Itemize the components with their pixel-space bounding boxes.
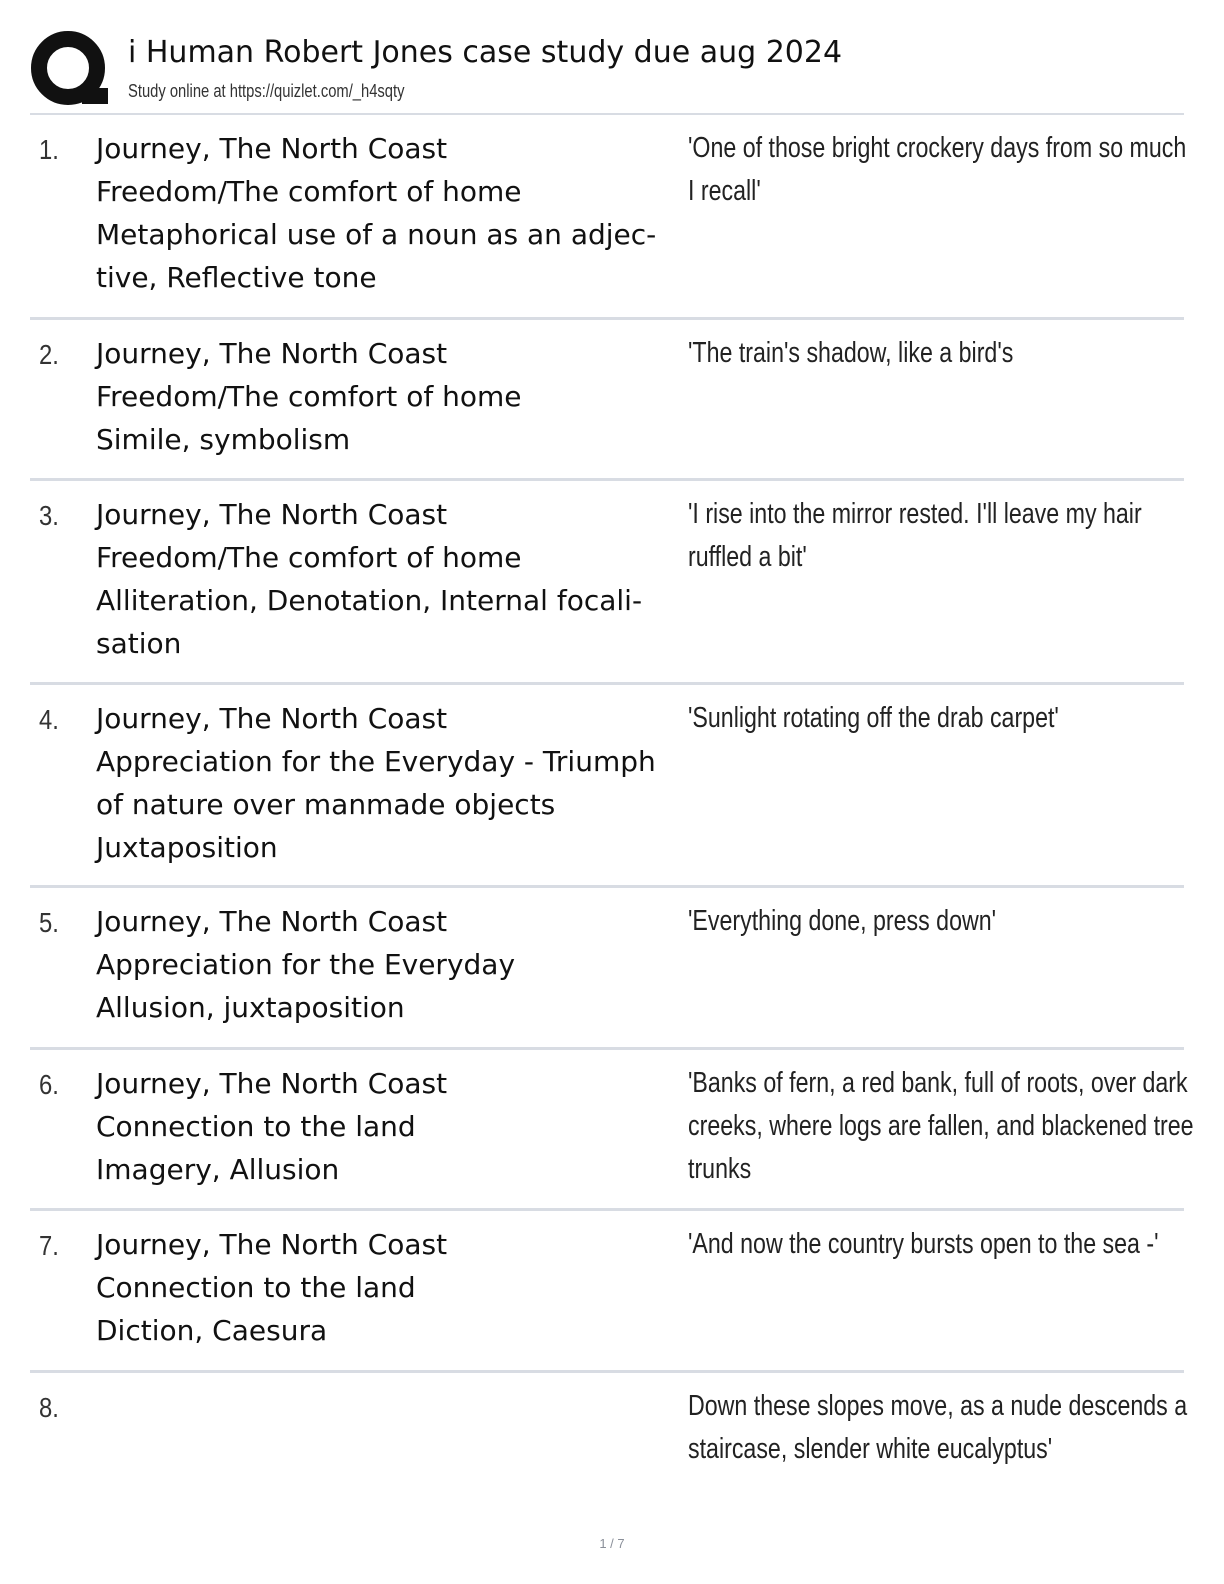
page-indicator: 1 / 7 xyxy=(599,1536,625,1551)
term-line: Alliteration, Denotation, Internal focali- xyxy=(96,584,643,617)
page-header xyxy=(30,30,1184,114)
flashcard xyxy=(30,888,1184,1050)
card-number: 7. xyxy=(39,1230,59,1261)
term-line: Appreciation for the Everyday xyxy=(96,948,516,981)
flashcard xyxy=(30,685,1184,888)
flashcard xyxy=(30,1211,1184,1373)
card-definition xyxy=(688,1385,1188,1471)
term-line: Journey, The North Coast xyxy=(96,905,448,938)
definition-line: Down these slopes move, as a nude descends a xyxy=(688,1390,1188,1422)
term-line: Diction, Caesura xyxy=(96,1314,328,1347)
card-term xyxy=(96,1062,686,1191)
card-term xyxy=(96,127,686,299)
card-number: 5. xyxy=(39,907,59,938)
card-number: 4. xyxy=(39,704,59,735)
definition-line: 'Everything done, press down' xyxy=(688,905,997,937)
term-line: Connection to the land xyxy=(96,1110,416,1143)
definition-line: 'Banks of fern, a red bank, full of roots, over dark xyxy=(688,1067,1188,1099)
card-definition xyxy=(688,1062,1194,1191)
card-definition xyxy=(688,900,1168,943)
term-line: Juxtaposition xyxy=(96,831,278,864)
card-term xyxy=(96,900,686,1029)
definition-line: 'I rise into the mirror rested. I'll leave my hair xyxy=(688,498,1142,530)
flashcard xyxy=(30,1373,1188,1503)
term-line: Journey, The North Coast xyxy=(96,1228,448,1261)
card-definition xyxy=(688,697,1168,740)
term-line: Journey, The North Coast xyxy=(96,337,448,370)
definition-line: creeks, where logs are fallen, and blackened tree xyxy=(688,1110,1194,1142)
card-definition xyxy=(688,493,1168,579)
definition-line: 'One of those bright crockery days from so much xyxy=(688,132,1187,164)
definition-line: 'And now the country bursts open to the sea -' xyxy=(688,1228,1159,1260)
card-number: 6. xyxy=(39,1069,59,1100)
term-line: Metaphorical use of a noun as an adjec- xyxy=(96,218,657,251)
card-definition xyxy=(688,127,1187,213)
card-number: 2. xyxy=(39,339,59,370)
flashcard xyxy=(30,320,1184,481)
term-line: Appreciation for the Everyday - Triumph xyxy=(96,745,656,778)
card-number: 8. xyxy=(39,1392,59,1423)
card-definition xyxy=(688,332,1168,375)
term-line: Journey, The North Coast xyxy=(96,1067,448,1100)
definition-line: trunks xyxy=(688,1153,752,1185)
definition-line: staircase, slender white eucalyptus' xyxy=(688,1433,1053,1465)
term-line: Imagery, Allusion xyxy=(96,1153,340,1186)
flashcard xyxy=(30,481,1184,685)
card-number: 3. xyxy=(39,500,59,531)
definition-line: 'Sunlight rotating off the drab carpet' xyxy=(688,702,1059,734)
card-definition xyxy=(688,1223,1168,1266)
term-line: tive, Reflective tone xyxy=(96,261,377,294)
page-title: i Human Robert Jones case study due aug 2024 xyxy=(128,35,843,70)
term-line: Journey, The North Coast xyxy=(96,498,448,531)
card-term xyxy=(96,493,686,665)
term-line: Freedom/The comfort of home xyxy=(96,541,522,574)
study-online-link[interactable]: Study online at https://quizlet.com/_h4sqty xyxy=(128,81,405,101)
card-number: 1. xyxy=(39,134,59,165)
term-line: of nature over manmade objects xyxy=(96,788,556,821)
term-line: sation xyxy=(96,627,182,660)
term-line: Journey, The North Coast xyxy=(96,702,448,735)
term-line: Simile, symbolism xyxy=(96,423,351,456)
term-line: Freedom/The comfort of home xyxy=(96,175,522,208)
flashcard-list xyxy=(30,115,1194,1503)
term-line: Freedom/The comfort of home xyxy=(96,380,522,413)
term-line: Journey, The North Coast xyxy=(96,132,448,165)
term-line: Connection to the land xyxy=(96,1271,416,1304)
card-term xyxy=(96,332,686,461)
flashcard xyxy=(30,1050,1194,1211)
card-term xyxy=(96,1223,686,1352)
flashcard xyxy=(30,115,1187,320)
quizlet-q-logo-icon xyxy=(30,30,110,110)
card-term xyxy=(96,697,686,869)
term-line: Allusion, juxtaposition xyxy=(96,991,405,1024)
definition-line: 'The train's shadow, like a bird's xyxy=(688,337,1014,369)
definition-line: ruffled a bit' xyxy=(688,541,807,573)
definition-line: I recall' xyxy=(688,175,761,207)
